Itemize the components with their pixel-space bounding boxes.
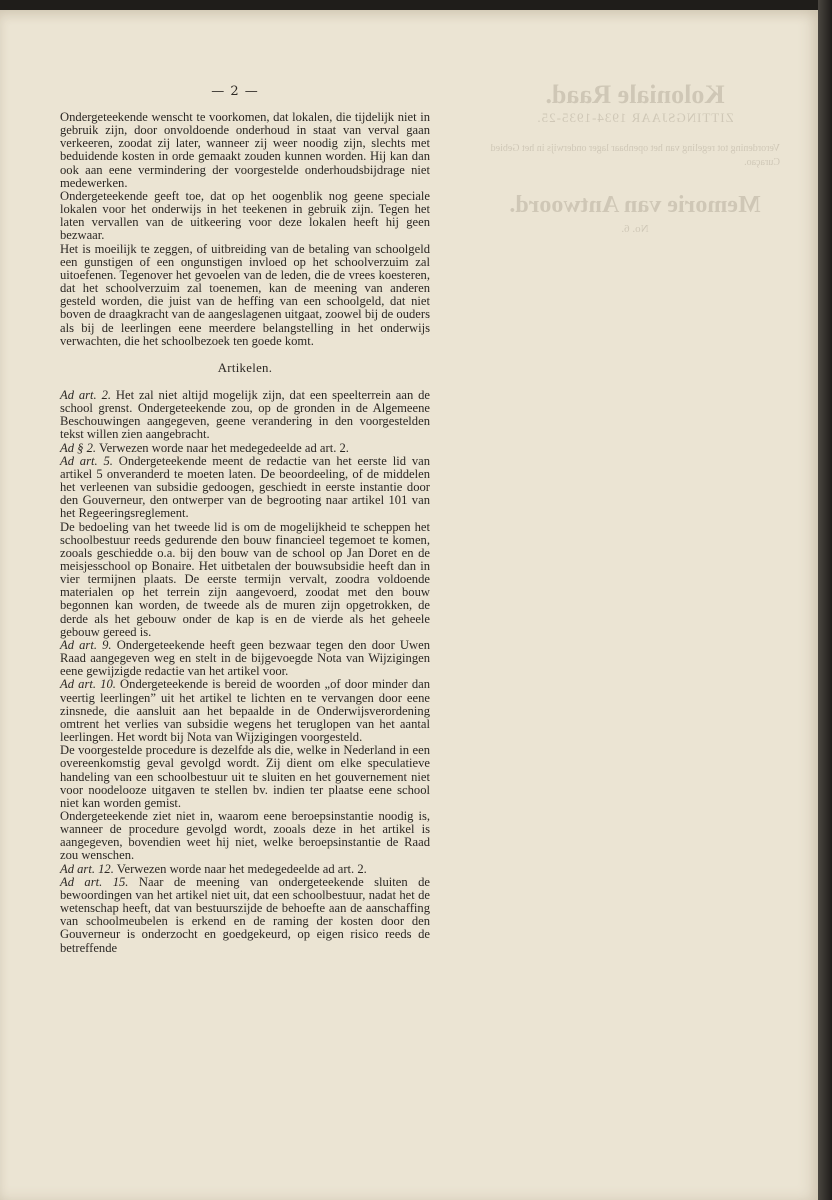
article-paragraph: [60, 678, 430, 744]
body-text: [60, 111, 430, 955]
article-text: Naar de meening van ondergeteekende sluiten de bewoordingen van het artikel niet uit, dat een schoolbestuur, nadat het de wetenschap heeft, dat van bestuurszijde de behoefte aan de aanschaffing van schoolmeubelen is erkend en de raming der kosten door den Gouverneur is onderzocht en goedgekeurd, op eigen risico reeds de betreffende: [60, 874, 431, 955]
article-paragraph: [60, 639, 430, 678]
page-number: — 2 —: [211, 84, 259, 99]
section-heading: Artikelen.: [217, 360, 273, 375]
article-reference: Ad art. 12.: [60, 861, 114, 876]
bleed-line-4: Memorie van Antwoord.: [509, 192, 761, 218]
article-text: Ondergeteekende heeft geen bezwaar tegen den door Uwen Raad aangegeven weg en stelt in de bijgevoegde Nota van Wijzigingen eene gewijzigde redactie van het artikel voor.: [60, 637, 430, 679]
article-paragraph-continued: De voorgestelde procedure is dezelfde als die, welke in Nederland in een overeenkomstig geval gevolgd wordt. Zij dient om elke speculatieve handeling van een schoolbestuur uit te sluiten en het gouvernement niet voor noodelooze uitgaven te stellen bv. indien ter plaatse eene school niet kan worden gemist.: [60, 743, 430, 810]
article-text: Het zal niet altijd mogelijk zijn, dat een speelterrein aan de school grenst. Ondergeteekende zou, op de gronden in de Algemeene Beschouwingen aangegeven, geene verandering in den voorgestelden tekst willen zien aangebracht.: [60, 387, 430, 442]
article-reference: Ad art. 2.: [60, 387, 112, 402]
article-reference: Ad art. 5.: [60, 453, 113, 468]
article-paragraph: [60, 455, 430, 521]
article-reference: Ad art. 10.: [60, 677, 116, 692]
article-reference: Ad art. 15.: [60, 874, 129, 889]
bleed-line-2: ZITTINGSJAAR 1934-1935-25.: [536, 110, 734, 125]
article-reference: Ad § 2.: [60, 440, 97, 455]
article-paragraph-continued: Ondergeteekende ziet niet in, waarom eene beroepsinstantie noodig is, wanneer de procedure gevolgd wordt, zooals deze in het artikel is aangegeven, bovendien weet hij niet, welke beroepsinstantie de Raad zou wenschen.: [60, 808, 430, 863]
bleed-line-1: Koloniale Raad.: [545, 80, 725, 109]
scan-right-edge: [818, 0, 832, 1200]
article-text: Ondergeteekende meent de redactie van het eerste lid van artikel 5 onveranderd te moeten laten. De beoordeeling, of de middelen het verleenen van subsidie gedoogen, geschiedt in eerste instantie door den Gouverneur, den ontwerper van de begrooting naar artikel 101 van het Regeeringsreglement.: [60, 453, 430, 521]
bleed-through-text: [470, 80, 800, 235]
article-text: Verwezen worde naar het medegedeelde ad art. 2.: [98, 440, 349, 455]
bleed-line-5: No. 6.: [621, 223, 649, 235]
scan-top-edge: [0, 0, 832, 10]
paragraph: Ondergeteekende geeft toe, dat op het oogenblik nog geene speciale lokalen voor het onderwijs in het teekenen in gebruik zijn. Tegen het laten vervallen van de uitkeering voor deze lokalen heeft hij geen bezwaar.: [60, 188, 430, 243]
document-page: [0, 10, 818, 1200]
article-reference: Ad art. 9.: [60, 637, 112, 652]
paragraph: Ondergeteekende wenscht te voorkomen, dat lokalen, die tijdelijk niet in gebruik zijn, door onvoldoende onderhoud in staat van verval gaan verkeeren, zoodat zij later, wanneer zij weer noodig zijn, slechts met beduidende kosten in orde gemaakt zouden kunnen worden. Hij kan dan ook aan eene vermindering der voorgestelde onderhoudsbijdrage niet medewerken.: [60, 110, 430, 190]
paragraph: Het is moeilijk te zeggen, of uitbreiding van de betaling van schoolgeld een gunstigen of een ongunstigen invloed op het schoolverzuim zal uitoefenen. Tegenover het gevoelen van de leden, die de vrees koesteren, dat het schoolverzuim zal toenemen, kan de meening van anderen gesteld worden, die juist van de heffing van een schoolgeld, dat niet boven de draagkracht van de aangeslagenen uitgaat, zoowel bij de ouders als bij de leerlingen eene meerdere belangstelling in het onderwijs verwachten, die het schoolbezoek ten goede komt.: [60, 241, 430, 348]
article-text: Ondergeteekende is bereid de woorden „of door minder dan veertig leerlingen” uit het artikel te lichten en te vervangen door eene zinsnede, die aansluit aan het bepaalde in de Onderwijsverordening omtrent het verlies van subsidie wegens het teruglopen van het aantal leerlingen. Het wordt bij Nota van Wijzigingen voorgesteld.: [60, 677, 430, 745]
article-paragraph-continued: De bedoeling van het tweede lid is om de mogelijkheid te scheppen het schoolbestuur reeds gedurende den bouw financieel tegemoet te komen, zooals geschiedde o.a. bij den bouw van de school op Jan Doret en de meisjesschool op Bonaire. Het uitbetalen der bouwsubsidie heeft dan in vier termijnen plaats. De eerste termijn vervalt, zoodra voldoende materialen op het terrein zijn aangevoerd, zoodat met den bouw begonnen kan worden, de tweede als de muren zijn opgetrokken, de derde als het gebouw onder de kap is en de vierde als het geheele gebouw gereed is.: [60, 519, 430, 639]
article-paragraph: [60, 389, 430, 442]
article-paragraph: [60, 876, 430, 955]
article-text: Verwezen worde naar het medegedeelde ad art. 2.: [116, 861, 367, 876]
bleed-line-3: Verordening tot regeling van het openbaar lager onderwijs in het Gebied Curaçao.: [490, 143, 780, 168]
